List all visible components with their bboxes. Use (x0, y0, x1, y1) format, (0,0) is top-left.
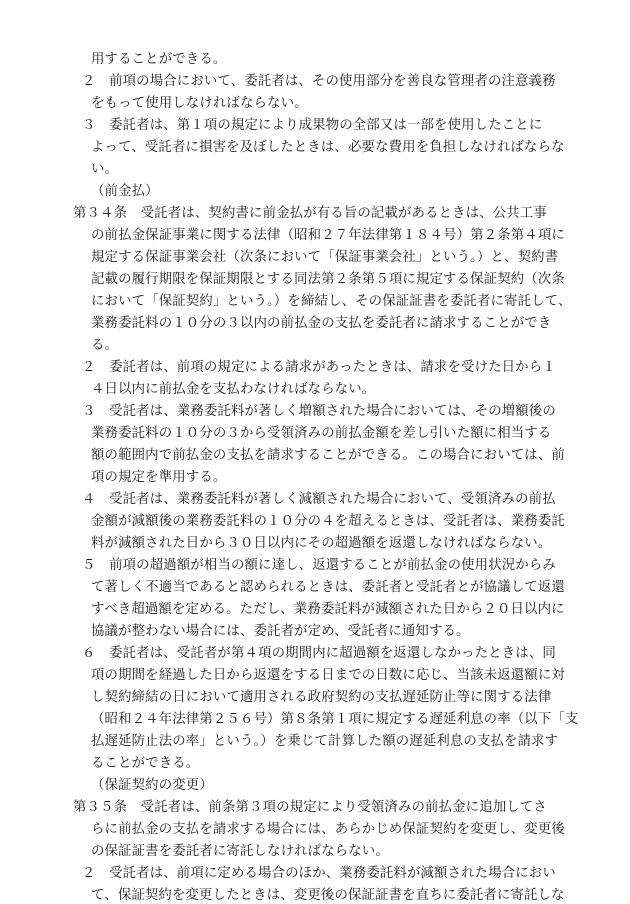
clause-line: ２ 受託者は、前項に定める場合のほか、業務委託料が減額された場合におい (82, 866, 556, 881)
text-line: の保証証書を委託者に寄託しなければならない。 (91, 844, 389, 859)
clause-line: ３ 受託者は、業務委託料が著しく増額された場合においては、その増額後の (82, 404, 556, 419)
text-line: 額の範囲内で前払金の支払を請求することができる。この場合においては、前 (91, 448, 565, 463)
section-heading: （保証契約の変更） (91, 778, 213, 793)
text-line: 記載の履行期限を保証期限とする同法第２条第５項に規定する保証契約（次条 (91, 272, 565, 287)
text-line: ４日以内に前払金を支払わなければならない。 (91, 382, 376, 397)
text-line: 項の規定を準用する。 (91, 470, 227, 485)
clause-line: ２ 前項の場合において、委託者は、その使用部分を善良な管理者の注意義務 (82, 74, 556, 89)
text-line: において「保証契約」という。）を締結し、その保証証書を委託者に寄託して、 (91, 294, 572, 309)
clause-line: ６ 委託者は、受託者が第４項の期間内に超過額を返還しなかったときは、同 (82, 646, 556, 661)
text-line: らに前払金の支払を請求する場合には、あらかじめ保証契約を変更し、変更後 (91, 822, 565, 837)
text-line: 料が減額された日から３０日以内にその超過額を返還しなければならない。 (91, 536, 552, 551)
text-line: をもって使用しなければならない。 (91, 96, 308, 111)
text-line: て著しく不適当であると認められるときは、委託者と受託者とが協議して返還 (91, 580, 565, 595)
text-line: て、保証契約を変更したときは、変更後の保証証書を直ちに委託者に寄託しな (91, 888, 565, 903)
clause-line: ２ 委託者は、前項の規定による請求があったときは、請求を受けた日から１ (82, 360, 556, 375)
text-line: 金額が減額後の業務委託料の１０分の４を超えるときは、受託者は、業務委託 (91, 514, 565, 529)
text-line: し契約締結の日において適用される政府契約の支払遅延防止等に関する法律 (91, 690, 552, 705)
text-line: 規定する保証事業会社（次条において「保証事業会社」という。）と、契約書 (91, 250, 559, 265)
clause-line: ４ 受託者は、業務委託料が著しく減額された場合において、受領済みの前払 (82, 492, 556, 507)
text-line: の前払金保証事業に関する法律（昭和２７年法律第１８４号）第２条第４項に (91, 228, 565, 243)
text-line: すべき超過額を定める。ただし、業務委託料が減額された日から２０日以内に (91, 602, 565, 617)
text-line: 用することができる。 (91, 52, 227, 67)
text-line: 業務委託料の１０分の３以内の前払金の支払を委託者に請求することができ (91, 316, 552, 331)
article-line: 第３４条 受託者は、契約書に前金払が有る旨の記載があるときは、公共工事 (73, 206, 547, 221)
clause-line: ３ 委託者は、第１項の規定により成果物の全部又は一部を使用したことに (82, 118, 543, 133)
section-heading: （前金払） (91, 184, 159, 199)
text-line: る。 (91, 338, 119, 353)
text-line: 業務委託料の１０分の３から受領済みの前払金額を差し引いた額に相当する (91, 426, 552, 441)
article-line: 第３５条 受託者は、前条第３項の規定により受領済みの前払金に追加してさ (73, 800, 547, 815)
text-line: 払遅延防止法の率」という。）を乗じて計算した額の遅延利息の支払を請求す (91, 734, 559, 749)
text-line: ることができる。 (91, 756, 200, 771)
text-line: （昭和２４年法律第２５６号）第８条第１項に規定する遅延利息の率（以下「支 (91, 712, 579, 727)
text-line: 項の期間を経過した日から返還をする日までの日数に応じ、当該未返還額に対 (91, 668, 565, 683)
text-line: よって、受託者に損害を及ぼしたときは、必要な費用を負担しなければならな (91, 140, 565, 155)
text-line: い。 (91, 162, 119, 177)
clause-line: ５ 前項の超過額が相当の額に達し、返還することが前払金の使用状況からみ (82, 558, 556, 573)
text-line: 協議が整わない場合には、委託者が定め、受託者に通知する。 (91, 624, 470, 639)
